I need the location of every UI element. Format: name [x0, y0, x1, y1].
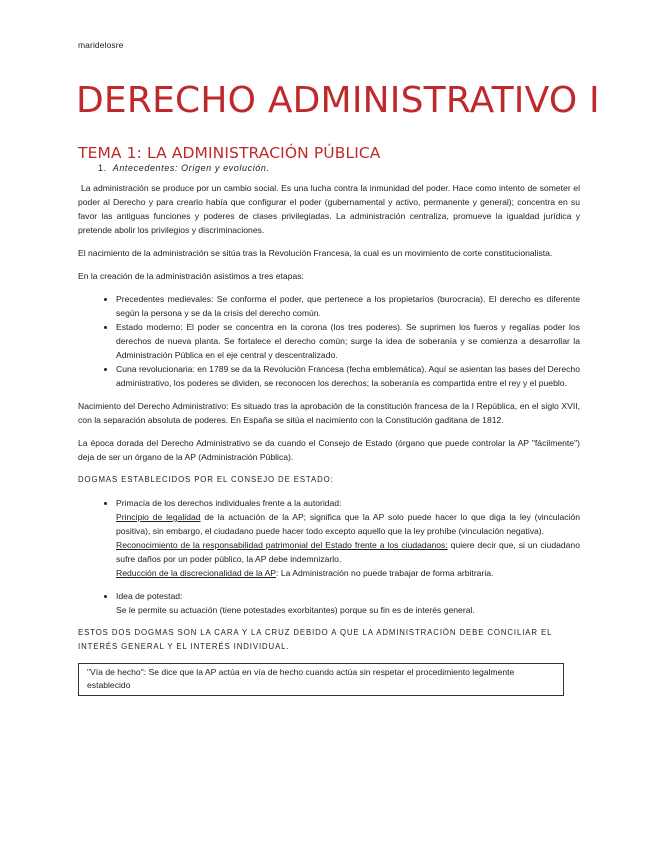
dogma-discrecionalidad: [116, 566, 580, 580]
dogma-discrecionalidad-text: : La Administración no puede trabajar de forma arbitraria.: [276, 568, 494, 578]
paragraph-epoca-dorada: La época dorada del Derecho Administrativo se da cuando el Consejo de Estado (órgano que puede controlar la AP "fácilmente") deja de ser un órgano de la AP (Administración Pública).: [78, 438, 580, 462]
dogmas-heading: DOGMAS ESTABLECIDOS POR EL CONSEJO DE ESTADO:: [78, 475, 334, 484]
subsection-number: 1.: [98, 163, 107, 173]
author-label: maridelosre: [78, 40, 124, 50]
subsection-heading: [98, 163, 580, 173]
paragraph-etapas-intro: En la creación de la administración asistimos a tres etapas:: [78, 271, 304, 281]
list-item: [116, 589, 580, 617]
etapas-list: [78, 292, 580, 390]
note-box: "Vía de hecho": Se dice que la AP actúa en vía de hecho cuando actúa sin respetar el procedimiento legalmente establecido: [78, 663, 564, 696]
dogma-responsabilidad-text: quiere decir que, si un ciudadano sufre daños por un poder público, la AP debe indemnizarlo.: [116, 540, 580, 564]
dogma-legalidad: [116, 510, 580, 538]
dogma-responsabilidad-term: Reconocimiento de la responsabilidad patrimonial del Estado frente a los ciudadanos:: [116, 540, 448, 550]
dogma-responsabilidad: [116, 538, 580, 566]
dogma-title: • Primacía de los derechos individuales frente a la autoridad:: [116, 498, 342, 508]
list-item: • Estado moderno: El poder se concentra en la corona (los tres poderes). Se suprimen los fueros y regalías poder los derechos de nueva planta. Se fortalece el derecho común; surge la idea de soberanía y se comienza a desarrollar la Administración Pública en el eje central y descentralizado.: [116, 320, 580, 362]
dogma-legalidad-text: de la actuación de la AP; significa que la AP solo puede hacer lo que diga la ley (vinculación positiva), sin embargo, el ciudadano puede hacer todo excepto aquello que la ley prohíbe (vinculación negativa).: [116, 512, 580, 536]
list-item: • Precedentes medievales: Se conforma el poder, que pertenece a los propietarios (burocracia). El derecho es diferente según la persona y se da la crisis del derecho común.: [116, 292, 580, 320]
paragraph-nacimiento-administracion: El nacimiento de la administración se sitúa tras la Revolución Francesa, la cual es un movimiento de corte constitucionalista.: [78, 248, 553, 258]
section-heading: TEMA 1: LA ADMINISTRACIÓN PÚBLICA: [78, 144, 381, 162]
list-item: [116, 496, 580, 580]
document-body: [78, 144, 580, 696]
paragraph-intro: La administración se produce por un cambio social. Es una lucha contra la inmunidad del poder. Hace como intento de someter el poder al Derecho y para crearlo había que configurar el poder (gubernamental y activo, permanente y general); concentra en su favor las antiguas funciones y poderes de clases privilegiadas. La administración centraliza, promueve la igualdad jurídica y pretende abolir los privilegios y discriminaciones.: [78, 183, 580, 235]
dogma-discrecionalidad-term: Reducción de la discrecionalidad de la AP: [116, 568, 277, 578]
dogmas-list: [78, 496, 580, 617]
dogma-title: • Idea de potestad:: [116, 591, 183, 601]
paragraph-nacimiento-derecho: Nacimiento del Derecho Administrativo: Es situado tras la aprobación de la constitución francesa de la I República, en el siglo XVII, con la separación absoluta de poderes. En España se sitúa el nacimiento con la Constitución gaditana de 1812.: [78, 401, 580, 425]
dogma-legalidad-term: Principio de legalidad: [116, 512, 201, 522]
closing-caps-paragraph: ESTOS DOS DOGMAS SON LA CARA Y LA CRUZ DEBIDO A QUE LA ADMINISTRACIÓN DEBE CONCILIAR EL INTERÉS GENERAL Y EL INTERÉS INDIVIDUAL.: [78, 628, 553, 651]
subsection-title: Antecedentes: Origen y evolución.: [112, 163, 270, 173]
document-title: DERECHO ADMINISTRATIVO I: [76, 80, 600, 121]
dogma-potestad-text: Se le permite su actuación (tiene potestades exorbitantes) porque su fin es de interés general.: [116, 605, 475, 615]
list-item: • Cuna revolucionaria: en 1789 se da la Revolución Francesa (fecha emblemática). Aquí se asientan las bases del Derecho administrativo, los poderes se dividen, se reconocen los derechos; la soberanía es compartida entre el rey y el pueblo.: [116, 362, 580, 390]
